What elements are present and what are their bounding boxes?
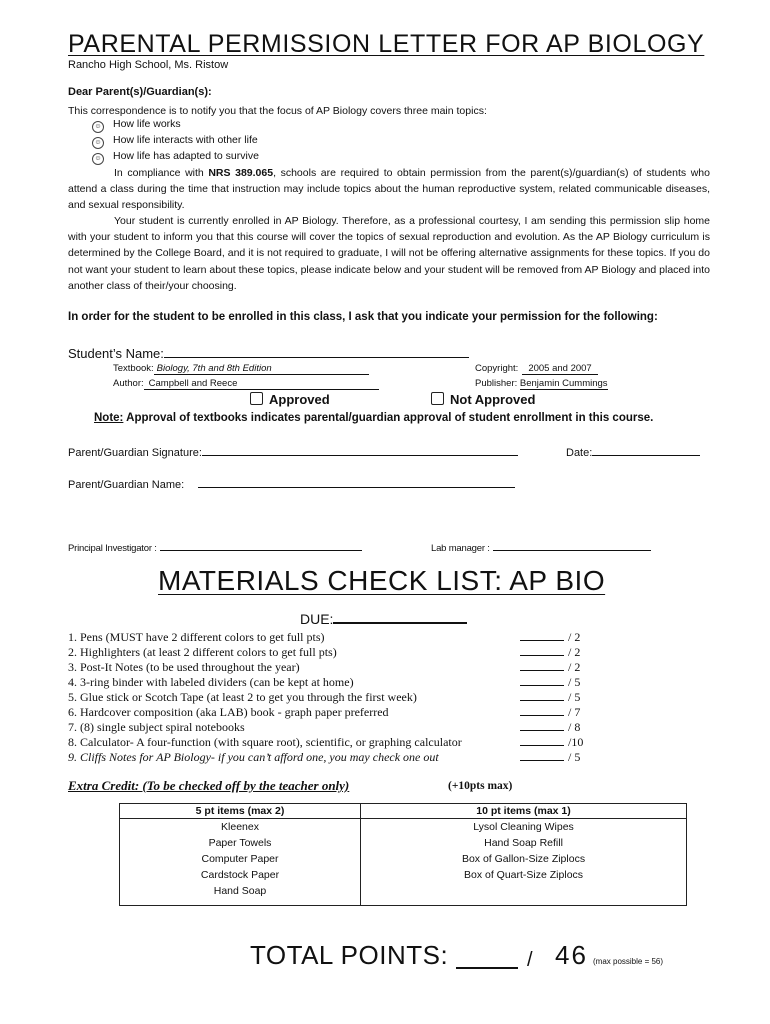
publisher-row: Publisher: Benjamin Cummings bbox=[475, 378, 608, 389]
points-max: / 2 bbox=[568, 660, 581, 674]
list-item: Computer Paper bbox=[201, 853, 279, 865]
lab-manager-field[interactable] bbox=[493, 541, 651, 551]
guardian-name-row: Parent/Guardian Name: bbox=[68, 476, 515, 491]
list-item: Lysol Cleaning Wipes bbox=[473, 821, 574, 833]
guardian-name-field[interactable] bbox=[198, 476, 515, 488]
not-approved-option[interactable]: Not Approved bbox=[431, 392, 535, 407]
points-max: / 2 bbox=[568, 645, 581, 659]
copyright-value: 2005 and 2007 bbox=[522, 363, 598, 375]
points-max: / 2 bbox=[568, 630, 581, 644]
points-blank[interactable] bbox=[520, 720, 564, 731]
pi-field[interactable] bbox=[160, 541, 362, 551]
permission-request: In order for the student to be enrolled in this class, I ask that you indicate your permission for the following: bbox=[68, 311, 658, 323]
material-item: 3. Post-It Notes (to be used throughout the year) bbox=[68, 660, 300, 674]
material-points bbox=[520, 690, 580, 705]
school-name: Rancho High School, Ms. Ristow bbox=[68, 59, 229, 71]
student-name-field[interactable] bbox=[164, 345, 469, 358]
textbook-row: Textbook: Biology, 7th and 8th Edition bbox=[113, 363, 369, 375]
topic-item: ☺ How life works bbox=[92, 118, 181, 133]
points-max: / 8 bbox=[568, 720, 581, 734]
statute-reference: NRS 389.065 bbox=[208, 167, 274, 179]
material-item: 4. 3-ring binder with labeled dividers (can be kept at home) bbox=[68, 675, 354, 689]
material-item: 1. Pens (MUST have 2 different colors to get full pts) bbox=[68, 630, 325, 644]
list-item: Paper Towels bbox=[208, 837, 272, 849]
date-row: Date: bbox=[566, 444, 700, 459]
points-max: /10 bbox=[568, 735, 584, 749]
due-date-field[interactable] bbox=[333, 610, 467, 624]
extra-credit-table bbox=[119, 803, 687, 906]
col2-header: 10 pt items (max 1) bbox=[361, 804, 687, 819]
extra-credit-bonus: (+10pts max) bbox=[448, 780, 513, 792]
list-item: Kleenex bbox=[221, 821, 259, 833]
material-points bbox=[520, 735, 583, 750]
material-points bbox=[520, 630, 580, 645]
material-item: 9. Cliffs Notes for AP Biology- if you can’t afford one, you may check one out bbox=[68, 750, 439, 764]
greeting: Dear Parent(s)/Guardian(s): bbox=[68, 86, 212, 98]
points-max: / 5 bbox=[568, 750, 581, 764]
approved-option[interactable]: Approved bbox=[250, 392, 330, 407]
bullet-icon: ☺ bbox=[92, 137, 104, 149]
points-blank[interactable] bbox=[520, 735, 564, 746]
material-item: 8. Calculator- A four-function (with square root), scientific, or graphing calculator bbox=[68, 735, 462, 749]
total-max-note: (max possible = 56) bbox=[593, 957, 664, 966]
list-item: Box of Quart-Size Ziplocs bbox=[463, 869, 584, 881]
list-item: Cardstock Paper bbox=[200, 869, 280, 881]
total-points-label: TOTAL POINTS: bbox=[250, 940, 449, 970]
textbook-value: Biology, 7th and 8th Edition bbox=[154, 363, 369, 375]
material-points bbox=[520, 660, 580, 675]
topic-item: ☺ How life interacts with other life bbox=[92, 134, 258, 149]
not-approved-checkbox[interactable] bbox=[431, 392, 444, 405]
signature-field[interactable] bbox=[202, 444, 518, 456]
list-item: Hand Soap bbox=[213, 885, 267, 897]
publisher-value: Benjamin Cummings bbox=[519, 378, 608, 389]
approval-note: Note: Approval of textbooks indicates parental/guardian approval of student enrollment in this course. bbox=[94, 412, 654, 424]
material-points bbox=[520, 645, 580, 660]
approved-checkbox[interactable] bbox=[250, 392, 263, 405]
points-blank[interactable] bbox=[520, 660, 564, 671]
points-max: / 7 bbox=[568, 705, 581, 719]
points-blank[interactable] bbox=[520, 750, 564, 761]
material-points bbox=[520, 705, 580, 720]
col1-header: 5 pt items (max 2) bbox=[120, 804, 361, 819]
extra-credit-title: Extra Credit: (To be checked off by the teacher only) bbox=[68, 778, 350, 793]
date-field[interactable] bbox=[592, 444, 700, 456]
total-max: 46 bbox=[555, 940, 588, 970]
bullet-icon: ☺ bbox=[92, 121, 104, 133]
points-blank[interactable] bbox=[520, 675, 564, 686]
col1-items bbox=[120, 819, 361, 906]
points-max: / 5 bbox=[568, 690, 581, 704]
list-item: Hand Soap Refill bbox=[484, 837, 563, 849]
due-row: DUE: bbox=[300, 610, 467, 627]
copyright-row: Copyright: 2005 and 2007 bbox=[475, 363, 598, 375]
material-points bbox=[520, 720, 580, 735]
pi-row: Principal Investigator : bbox=[68, 541, 362, 554]
page-title: PARENTAL PERMISSION LETTER FOR AP BIOLOGY bbox=[68, 30, 705, 58]
bullet-icon: ☺ bbox=[92, 153, 104, 165]
points-max: / 5 bbox=[568, 675, 581, 689]
total-slash: / bbox=[527, 949, 533, 971]
points-blank[interactable] bbox=[520, 705, 564, 716]
material-item: 7. (8) single subject spiral notebooks bbox=[68, 720, 245, 734]
list-item: Box of Gallon-Size Ziplocs bbox=[461, 853, 586, 865]
lab-manager-row: Lab manager : bbox=[431, 541, 651, 554]
materials-title: MATERIALS CHECK LIST: AP BIO bbox=[158, 565, 606, 596]
author-row: Author: Campbell and Reece bbox=[113, 378, 379, 390]
material-item: 5. Glue stick or Scotch Tape (at least 2 to get you through the first week) bbox=[68, 690, 417, 704]
intro-text: This correspondence is to notify you that the focus of AP Biology covers three main topics: bbox=[68, 105, 487, 117]
col2-items bbox=[361, 819, 687, 906]
author-value: Campbell and Reece bbox=[144, 378, 379, 390]
points-blank[interactable] bbox=[520, 645, 564, 656]
material-item: 6. Hardcover composition (aka LAB) book - graph paper preferred bbox=[68, 705, 389, 719]
student-name-row: Student’s Name: bbox=[68, 345, 469, 361]
material-points bbox=[520, 675, 580, 690]
total-points-field[interactable] bbox=[456, 967, 518, 969]
enrollment-paragraph: Your student is currently enrolled in AP Biology. Therefore, as a professional courtesy, I am sending this permission slip home with your student to inform you that this course will cover the topics of sexual reproduction and evolution. As the AP Biology curriculum is determined by the College Board, and it is not required to graduate, I will not be offering alternative assignments for these topics. If you do not want your student to learn about these topics, please indicate below and your student will be removed from AP Biology and placed into another class of their/your choosing. bbox=[68, 215, 710, 292]
signature-row: Parent/Guardian Signature: bbox=[68, 444, 518, 459]
points-blank[interactable] bbox=[520, 630, 564, 641]
material-points bbox=[520, 750, 580, 765]
points-blank[interactable] bbox=[520, 690, 564, 701]
compliance-paragraph: In compliance with NRS 389.065, schools are required to obtain permission from the parent(s)/guardian(s) of students who attend a class during the time that instruction may include topics about the human reproductive system, related communicable diseases, and sexual responsibility. bbox=[68, 167, 710, 212]
material-item: 2. Highlighters (at least 2 different colors to get full pts) bbox=[68, 645, 337, 659]
topic-item: ☺ How life has adapted to survive bbox=[92, 150, 259, 165]
